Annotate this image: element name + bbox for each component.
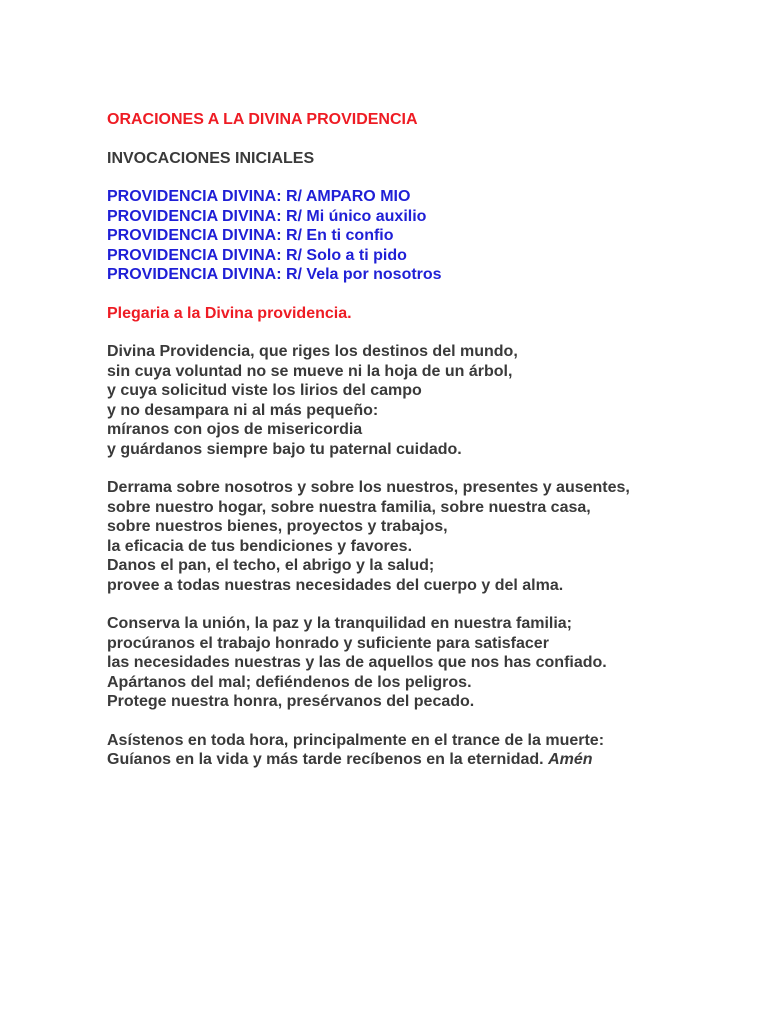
spacer <box>107 323 747 342</box>
document-page <box>107 110 747 770</box>
invocation-line: PROVIDENCIA DIVINA: R/ Vela por nosotros <box>107 266 442 283</box>
invocation-line: PROVIDENCIA DIVINA: R/ AMPARO MIO <box>107 188 411 205</box>
stanza-line: sobre nuestro hogar, sobre nuestra familia, sobre nuestra casa, <box>107 498 591 516</box>
spacer <box>107 712 747 731</box>
spacer <box>107 130 747 149</box>
stanza-line: provee a todas nuestras necesidades del cuerpo y del alma. <box>107 576 564 594</box>
prayer-title: Plegaria a la Divina providencia. <box>107 304 352 322</box>
stanza-line: Asístenos en toda hora, principalmente en el trance de la muerte: <box>107 731 605 749</box>
stanza-line: sin cuya voluntad no se mueve ni la hoja de un árbol, <box>107 362 513 380</box>
stanza-line: la eficacia de tus bendiciones y favores. <box>107 537 413 555</box>
stanza-line: Derrama sobre nosotros y sobre los nuestros, presentes y ausentes, <box>107 479 630 496</box>
stanza-line: sobre nuestros bienes, proyectos y trabajos, <box>107 518 448 535</box>
spacer <box>107 595 747 614</box>
stanza-line: procúranos el trabajo honrado y suficiente para satisfacer <box>107 634 549 652</box>
invocation-line: PROVIDENCIA DIVINA: R/ En ti confio <box>107 227 394 244</box>
section-heading: INVOCACIONES INICIALES <box>107 149 315 167</box>
stanza-line: Conserva la unión, la paz y la tranquilidad en nuestra familia; <box>107 615 572 632</box>
spacer <box>107 285 747 304</box>
stanza-line: Divina Providencia, que riges los destinos del mundo, <box>107 343 518 360</box>
final-line <box>107 750 747 770</box>
final-line-text: Guíanos en la vida y más tarde recíbenos en la eternidad. <box>107 751 544 768</box>
spacer <box>107 168 747 187</box>
spacer <box>107 459 747 478</box>
invocation-line: PROVIDENCIA DIVINA: R/ Mi único auxilio <box>107 207 427 225</box>
stanza-line: Protege nuestra honra, presérvanos del pecado. <box>107 693 475 710</box>
amen-text: Amén <box>548 751 593 768</box>
stanza-line: míranos con ojos de misericordia <box>107 421 363 438</box>
document-title: ORACIONES A LA DIVINA PROVIDENCIA <box>107 111 418 128</box>
stanza-line: las necesidades nuestras y las de aquellos que nos has confiado. <box>107 654 607 671</box>
stanza-line: y cuya solicitud viste los lirios del campo <box>107 382 422 399</box>
stanza-line: Danos el pan, el techo, el abrigo y la salud; <box>107 557 435 574</box>
invocation-line: PROVIDENCIA DIVINA: R/ Solo a ti pido <box>107 246 407 264</box>
stanza-line: y guárdanos siempre bajo tu paternal cuidado. <box>107 440 462 458</box>
stanza-line: y no desampara ni al más pequeño: <box>107 401 379 419</box>
stanza-line: Apártanos del mal; defiéndenos de los peligros. <box>107 673 472 691</box>
